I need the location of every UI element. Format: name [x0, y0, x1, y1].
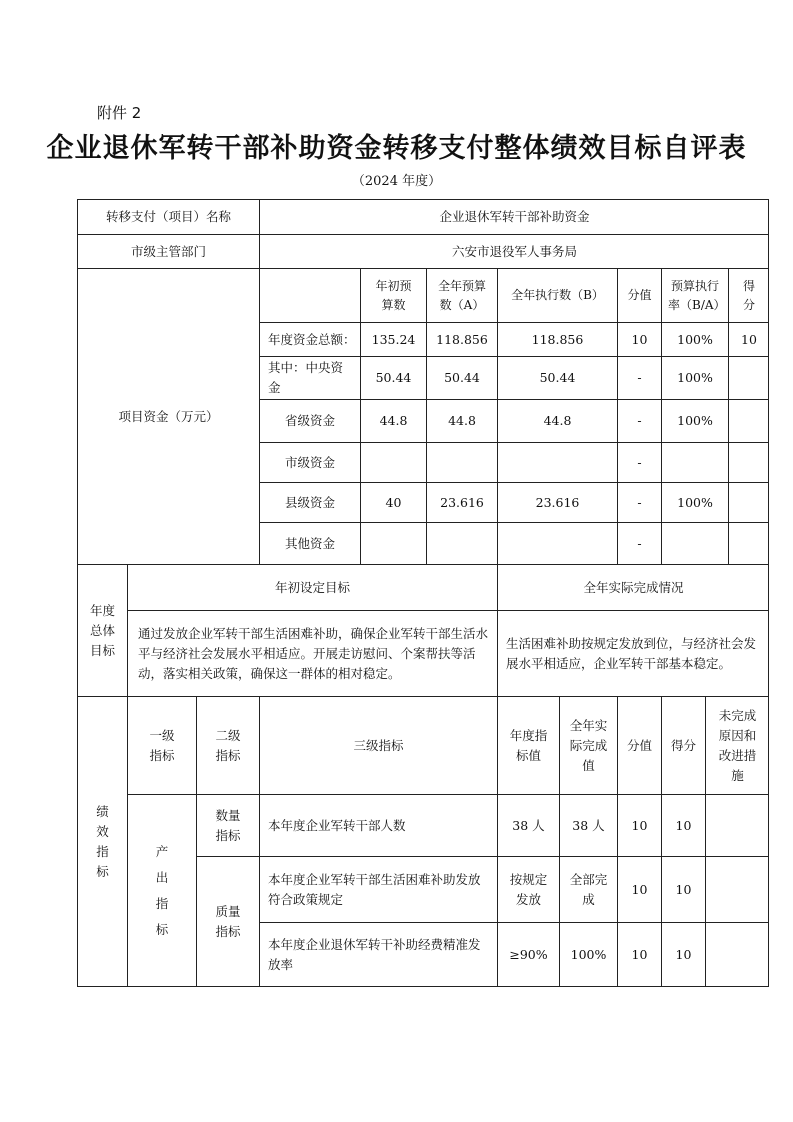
funds-header-score-value: 分值 [617, 268, 661, 322]
funds-row-rate: 100% [661, 399, 728, 442]
funds-row-executed: 118.856 [497, 322, 617, 356]
funds-row-rate: 100% [661, 322, 728, 356]
funds-row-value: 10 [617, 322, 661, 356]
attachment-label: 附件 2 [97, 104, 142, 122]
ind-row-name: 本年度企业军转干部人数 [259, 794, 497, 856]
ind-header-actual-text: 全年实际完成值 [569, 717, 608, 773]
report-year: （2024 年度） [351, 174, 442, 189]
funds-row-initial: 50.44 [360, 356, 426, 399]
dept-label: 市级主管部门 [77, 234, 259, 268]
funds-header-blank [259, 268, 360, 322]
funds-header-executed: 全年执行数（B） [497, 268, 617, 322]
funds-row-label: 省级资金 [259, 399, 360, 442]
funds-header-score: 得分 [728, 268, 769, 322]
funds-row-score [728, 442, 769, 482]
funds-row-annual: 23.616 [426, 482, 497, 522]
goals-section-text: 年度总体目标 [89, 602, 115, 658]
funds-row-annual: 50.44 [426, 356, 497, 399]
ind-header-target-text: 年度指标值 [509, 727, 548, 763]
ind-row-value: 10 [617, 856, 661, 922]
funds-row-executed: 50.44 [497, 356, 617, 399]
ind-quality-label-text: 质量指标 [215, 904, 241, 939]
project-name-label: 转移支付（项目）名称 [77, 199, 259, 234]
funds-row-annual [426, 522, 497, 564]
indicators-section-label [77, 696, 127, 987]
ind-row-value: 10 [617, 794, 661, 856]
dept-value: 六安市退役军人事务局 [259, 234, 769, 268]
funds-row-score: 10 [728, 322, 769, 356]
goals-actual-header: 全年实际完成情况 [497, 564, 769, 610]
ind-header-actual [559, 696, 617, 794]
ind-row-actual: 全部完成 [559, 856, 617, 922]
ind-row-reason [705, 856, 769, 922]
ind-row-name: 本年度企业退休军转干补助经费精准发放率 [259, 922, 497, 987]
ind-row-score: 10 [661, 922, 705, 987]
ind-row-target: 38 人 [497, 794, 559, 856]
funds-row-label: 市级资金 [259, 442, 360, 482]
funds-row-value: - [617, 399, 661, 442]
funds-row-annual: 118.856 [426, 322, 497, 356]
goals-set-text: 通过发放企业军转干部生活困难补助，确保企业军转干部生活水平与经济社会发展水平相适应。开展走访慰问、个案帮扶等活动，落实相关政策，确保这一群体的相对稳定。 [127, 610, 497, 696]
ind-row-score: 10 [661, 794, 705, 856]
ind-header-target [497, 696, 559, 794]
funds-row-executed [497, 522, 617, 564]
ind-row-name: 本年度企业军转干部生活困难补助发放符合政策规定 [259, 856, 497, 922]
ind-quality-label [196, 856, 259, 987]
ind-row-score: 10 [661, 856, 705, 922]
funds-row-score [728, 399, 769, 442]
ind-header-reason-text: 未完成原因和改进措施 [718, 707, 757, 783]
funds-row-annual: 44.8 [426, 399, 497, 442]
funds-row-label: 年度资金总额： [259, 322, 360, 356]
funds-row-label: 县级资金 [259, 482, 360, 522]
ind-quantity-label [196, 794, 259, 856]
ind-header-level2 [196, 696, 259, 794]
funds-row-rate [661, 442, 728, 482]
funds-row-rate [661, 522, 728, 564]
ind-quantity-label-text: 数量指标 [215, 807, 241, 843]
goals-set-header: 年初设定目标 [127, 564, 497, 610]
funds-row-value: - [617, 356, 661, 399]
funds-row-executed: 23.616 [497, 482, 617, 522]
funds-row-value: - [617, 482, 661, 522]
funds-row-rate: 100% [661, 356, 728, 399]
ind-header-level1 [127, 696, 196, 794]
ind-header-level3: 三级指标 [259, 696, 497, 794]
ind-row-reason [705, 794, 769, 856]
ind-row-value: 10 [617, 922, 661, 987]
funds-row-score [728, 482, 769, 522]
ind-row-actual: 38 人 [559, 794, 617, 856]
project-name-value: 企业退休军转干部补助资金 [259, 199, 769, 234]
funds-row-score [728, 522, 769, 564]
ind-row-target: 按规定发放 [497, 856, 559, 922]
funds-row-value: - [617, 522, 661, 564]
funds-row-score [728, 356, 769, 399]
funds-row-initial [360, 522, 426, 564]
funds-row-label: 其他资金 [259, 522, 360, 564]
funds-row-initial [360, 442, 426, 482]
ind-header-level2-text: 二级指标 [215, 727, 241, 763]
ind-row-actual: 100% [559, 922, 617, 987]
ind-header-reason [705, 696, 769, 794]
funds-row-initial: 40 [360, 482, 426, 522]
page-title: 企业退休军转干部补助资金转移支付整体绩效目标自评表 [46, 133, 747, 164]
goals-actual-text: 生活困难补助按规定发放到位，与经济社会发展水平相适应，企业军转干部基本稳定。 [497, 610, 769, 696]
ind-header-value: 分值 [617, 696, 661, 794]
ind-header-score: 得分 [661, 696, 705, 794]
funds-row-annual [426, 442, 497, 482]
funds-row-initial: 44.8 [360, 399, 426, 442]
ind-header-level1-text: 一级指标 [149, 727, 175, 763]
funds-row-executed [497, 442, 617, 482]
ind-level1-output-text: 产出指标 [155, 844, 169, 937]
funds-row-rate: 100% [661, 482, 728, 522]
ind-row-target: ≥90% [497, 922, 559, 987]
funds-row-value: - [617, 442, 661, 482]
indicators-section-text: 绩效指标 [96, 804, 109, 879]
funds-section-label: 项目资金（万元） [77, 268, 259, 564]
funds-row-executed: 44.8 [497, 399, 617, 442]
funds-header-initial: 年初预算数 [360, 268, 426, 322]
funds-header-rate: 预算执行率（B/A） [661, 268, 728, 322]
funds-header-annual: 全年预算数（A） [426, 268, 497, 322]
funds-row-label: 其中：中央资金 [259, 356, 360, 399]
goals-section-label [77, 564, 127, 696]
funds-row-initial: 135.24 [360, 322, 426, 356]
ind-level1-output [127, 794, 196, 987]
ind-row-reason [705, 922, 769, 987]
